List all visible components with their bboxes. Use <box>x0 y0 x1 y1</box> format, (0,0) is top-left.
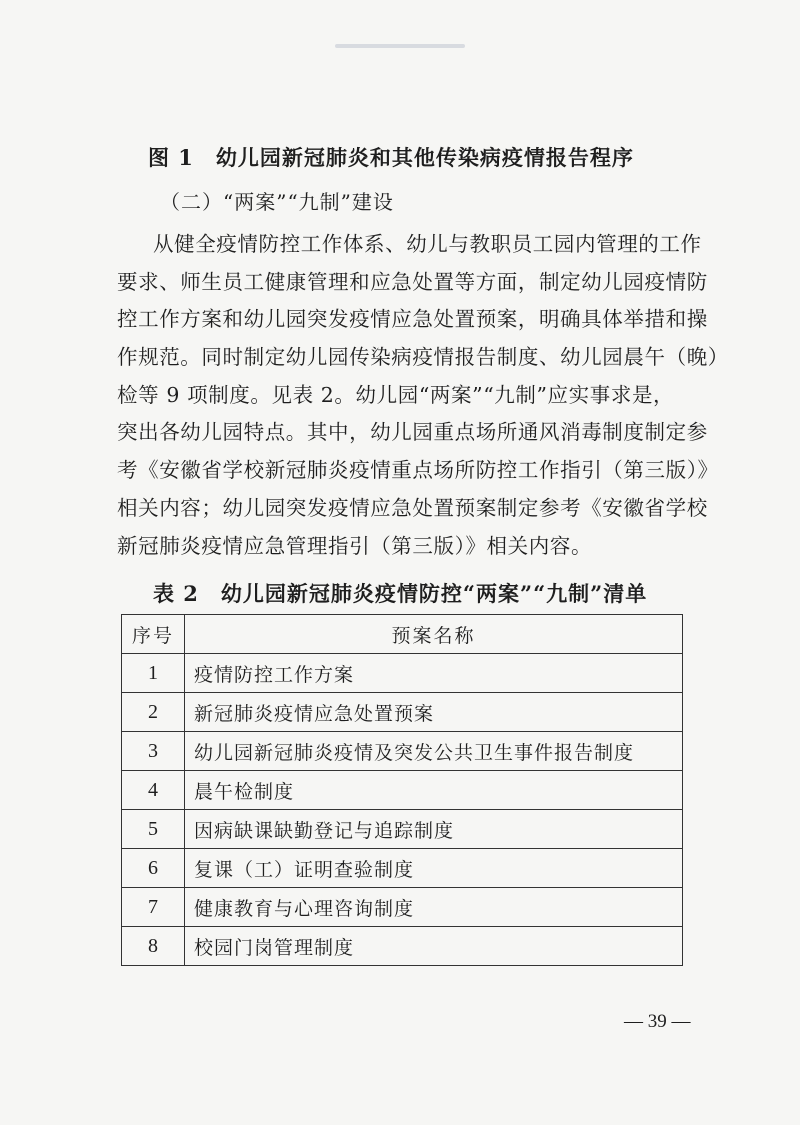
paragraph-line: 要求、师生员工健康管理和应急处置等方面，制定幼儿园疫情防 <box>117 269 708 294</box>
row-plan-name: 晨午检制度 <box>185 771 683 810</box>
row-number: 5 <box>122 810 185 849</box>
row-plan-name: 疫情防控工作方案 <box>185 654 683 693</box>
table-row <box>122 810 683 849</box>
row-number: 6 <box>122 849 185 888</box>
top-scan-mark <box>335 44 465 48</box>
page-number: — 39 — <box>624 1011 691 1032</box>
table-row <box>122 693 683 732</box>
table-row <box>122 849 683 888</box>
row-number: 7 <box>122 888 185 927</box>
section-heading: （二）“两案”“九制”建设 <box>160 190 394 214</box>
table-row <box>122 732 683 771</box>
row-plan-name: 健康教育与心理咨询制度 <box>185 888 683 927</box>
table-row <box>122 771 683 810</box>
table-row <box>122 888 683 927</box>
header-plan-name: 预案名称 <box>185 615 683 654</box>
row-number: 4 <box>122 771 185 810</box>
row-plan-name: 幼儿园新冠肺炎疫情及突发公共卫生事件报告制度 <box>185 732 683 771</box>
row-plan-name: 因病缺课缺勤登记与追踪制度 <box>185 810 683 849</box>
row-number: 3 <box>122 732 185 771</box>
paragraph-line: 新冠肺炎疫情应急管理指引（第三版）》相关内容。 <box>117 533 593 558</box>
plan-list-table <box>121 614 683 966</box>
row-number: 2 <box>122 693 185 732</box>
row-plan-name: 校园门岗管理制度 <box>185 927 683 966</box>
row-plan-name: 复课（工）证明查验制度 <box>185 849 683 888</box>
paragraph-line: 考《安徽省学校新冠肺炎疫情重点场所防控工作指引（第三版）》 <box>117 458 719 483</box>
paragraph-line: 作规范。同时制定幼儿园传染病疫情报告制度、幼儿园晨午（晚） <box>117 345 729 370</box>
paragraph-line: 检等 9 项制度。见表 2。幼儿园“两案”“九制”应实事求是， <box>117 382 675 407</box>
header-serial-number: 序号 <box>122 615 185 654</box>
paragraph-line: 控工作方案和幼儿园突发疫情应急处置预案，明确具体举措和操 <box>117 307 708 332</box>
row-plan-name: 新冠肺炎疫情应急处置预案 <box>185 693 683 732</box>
row-number: 8 <box>122 927 185 966</box>
table-row <box>122 654 683 693</box>
table-row <box>122 927 683 966</box>
paragraph-line: 突出各幼儿园特点。其中，幼儿园重点场所通风消毒制度制定参 <box>117 420 708 445</box>
paragraph-line: 相关内容；幼儿园突发疫情应急处置预案制定参考《安徽省学校 <box>117 495 708 520</box>
figure-caption: 图 1 幼儿园新冠肺炎和其他传染病疫情报告程序 <box>148 145 634 170</box>
table-header-row <box>122 615 683 654</box>
paragraph-line: 从健全疫情防控工作体系、幼儿与教职员工园内管理的工作 <box>153 232 702 256</box>
body-paragraph <box>117 226 729 565</box>
table-caption: 表 2 幼儿园新冠肺炎疫情防控“两案”“九制”清单 <box>153 581 648 606</box>
row-number: 1 <box>122 654 185 693</box>
